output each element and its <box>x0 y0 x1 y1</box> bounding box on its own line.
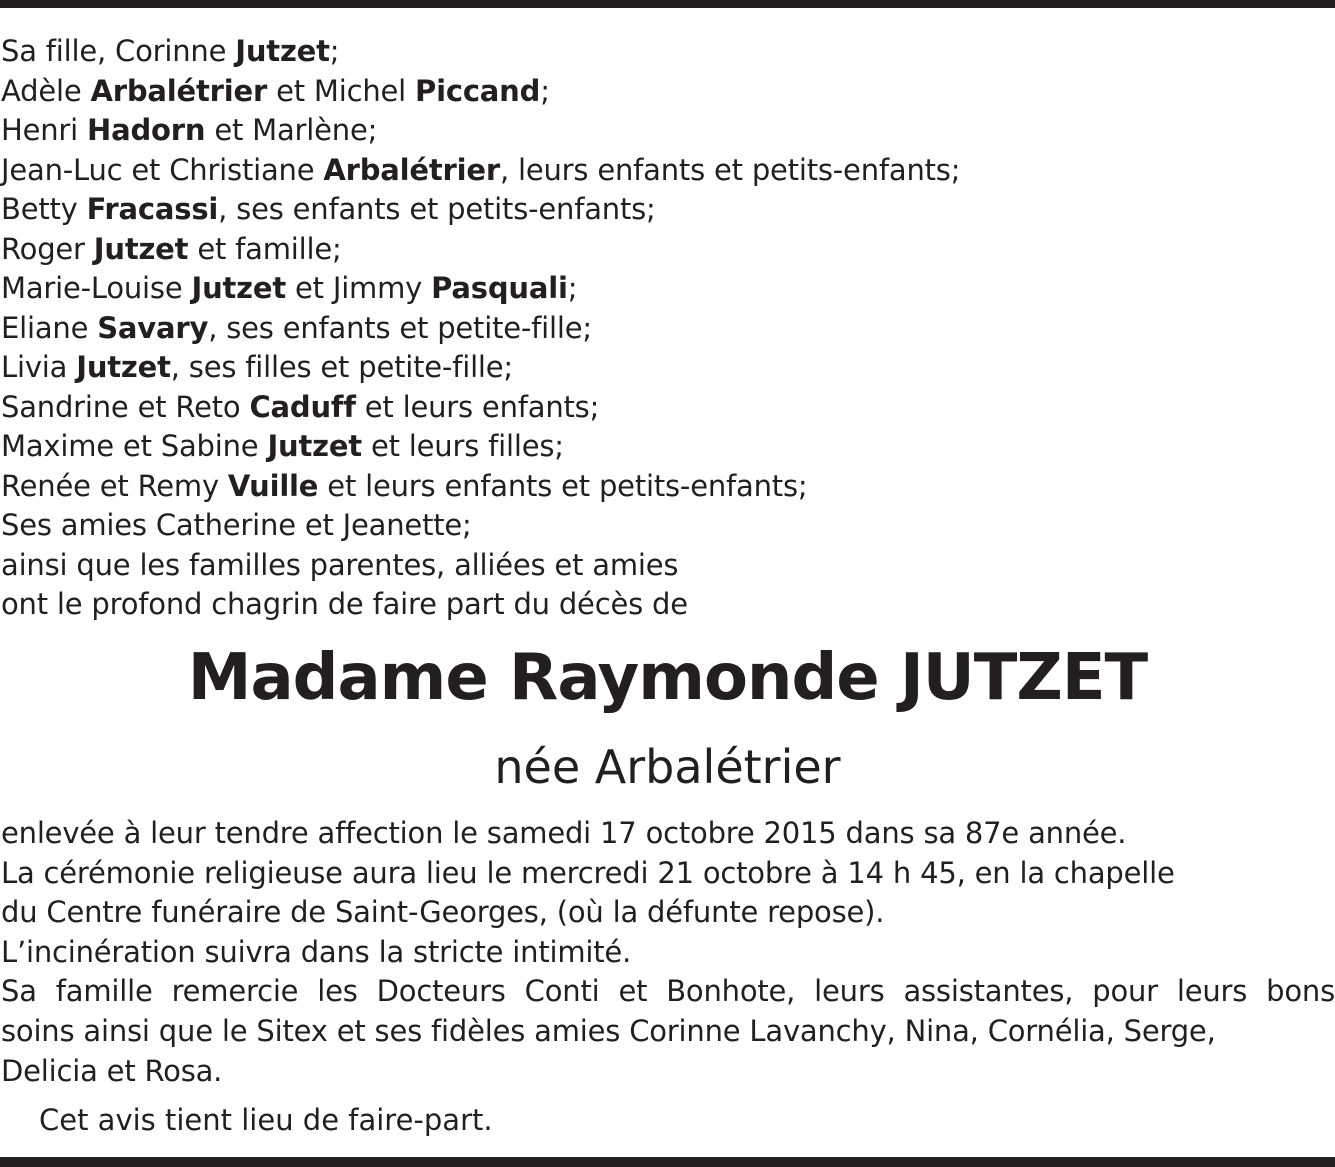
mourner-text: , ses filles et petite-fille; <box>170 350 513 384</box>
mourner-text: Henri <box>1 113 88 147</box>
family-name: Pasquali <box>431 271 568 305</box>
bottom-rule <box>0 1157 1335 1167</box>
mourner-text: Renée et Remy <box>1 468 228 503</box>
top-rule <box>0 0 1335 8</box>
mourner-line <box>1 546 1335 586</box>
mourner-text: et leurs enfants; <box>355 389 600 424</box>
mourner-text: et famille; <box>188 231 342 266</box>
body-line: Sa famille remercie les Docteurs Conti et Bonhote, leurs assistantes, pour leurs bons <box>1 974 1335 1009</box>
mourner-line <box>1 151 1335 191</box>
mourner-text: ; <box>567 271 578 305</box>
mourners-list <box>1 32 1335 625</box>
mourner-line <box>1 111 1335 151</box>
family-name: Jutzet <box>267 429 362 463</box>
mourner-text: Betty <box>1 192 87 226</box>
body-line: L’incinération suivra dans la stricte intimité. <box>1 934 632 969</box>
mourner-line <box>1 32 1335 72</box>
mourner-text: et Marlène; <box>205 113 378 147</box>
mourner-line <box>1 269 1335 309</box>
family-name: Caduff <box>249 389 356 424</box>
body-line: soins ainsi que le Sitex et ses fidèles amies Corinne Lavanchy, Nina, Cornélia, Serge, <box>1 1013 1216 1048</box>
mourner-text: Marie-Louise <box>1 271 192 305</box>
mourner-text: et Michel <box>267 73 416 108</box>
family-name: Savary <box>97 310 209 345</box>
body-line: Delicia et Rosa. <box>1 1053 223 1088</box>
family-name: Fracassi <box>86 192 219 226</box>
body-line: du Centre funéraire de Saint-Georges, (où la défunte repose). <box>1 895 885 930</box>
mourner-line <box>1 506 1335 546</box>
family-name: Hadorn <box>87 113 206 147</box>
closing-note: Cet avis tient lieu de faire-part. <box>39 1103 493 1137</box>
family-name: Jutzet <box>76 350 171 384</box>
mourner-line <box>1 388 1335 428</box>
family-name: Arbalétrier <box>323 152 500 187</box>
mourner-line <box>1 190 1335 230</box>
body-line: enlevée à leur tendre affection le samedi 17 octobre 2015 dans sa 87e année. <box>1 816 1127 850</box>
mourner-line <box>1 585 1335 625</box>
mourner-text: et leurs enfants et petits-enfants; <box>318 468 808 503</box>
mourner-text: Jean-Luc et Christiane <box>1 152 324 187</box>
mourner-line <box>1 348 1335 388</box>
mourner-text: Sandrine et Reto <box>1 389 250 424</box>
deceased-name: Madame Raymonde JUTZET <box>187 641 1148 715</box>
family-name: Vuille <box>227 468 319 503</box>
body-line: La cérémonie religieuse aura lieu le mercredi 21 octobre à 14 h 45, en la chapelle <box>1 855 1175 890</box>
mourner-line <box>1 72 1335 112</box>
family-name: Jutzet <box>235 34 330 68</box>
mourner-text: , leurs enfants et petits-enfants; <box>499 152 961 187</box>
family-name: Jutzet <box>191 271 286 305</box>
mourner-line <box>1 427 1335 467</box>
mourner-text: ont le profond chagrin de faire part du décès de <box>1 587 688 621</box>
deceased-maiden-name: née Arbalétrier <box>494 740 841 794</box>
family-name: Jutzet <box>93 231 189 266</box>
mourner-line <box>1 230 1335 270</box>
mourner-text: Sa fille, Corinne <box>1 34 236 68</box>
mourner-line <box>1 467 1335 507</box>
mourner-text: , ses enfants et petite-fille; <box>208 310 592 345</box>
mourner-text: Maxime et Sabine <box>1 429 268 463</box>
mourner-text: Adèle <box>1 73 91 108</box>
mourner-text: Eliane <box>1 310 98 345</box>
mourner-text: ; <box>329 34 340 68</box>
family-name: Arbalétrier <box>90 73 268 108</box>
mourner-line <box>1 309 1335 349</box>
mourner-text: Livia <box>1 350 77 384</box>
mourner-text: et Jimmy <box>286 271 432 305</box>
mourner-text: et leurs filles; <box>361 429 564 463</box>
mourner-text: ; <box>540 73 550 108</box>
mourner-text: ainsi que les familles parentes, alliées et amies <box>1 547 679 582</box>
mourner-text: , ses enfants et petits-enfants; <box>218 192 656 226</box>
mourner-text: Roger <box>1 231 94 266</box>
family-name: Piccand <box>415 73 541 108</box>
mourner-text: Ses amies Catherine et Jeanette; <box>1 508 472 542</box>
notice-body <box>1 814 1335 1091</box>
